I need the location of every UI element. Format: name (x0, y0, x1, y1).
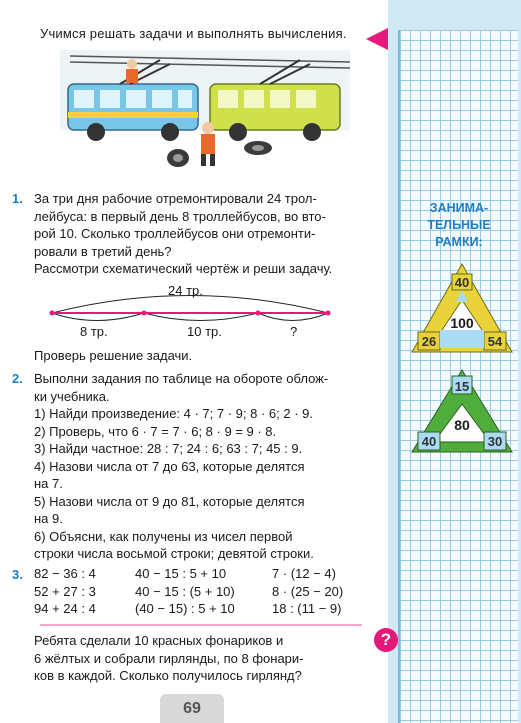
question-mark-icon: ? (374, 628, 398, 652)
expression: 52 + 27 : 3 (34, 583, 96, 599)
task-text-line: Рассмотри схематический чертёж и реши задачу. (34, 261, 333, 276)
trolleybus-illustration (60, 50, 350, 168)
expression: (40 − 15) : 5 + 10 (135, 601, 235, 616)
puzzle-text-line: ков в каждой. Сколько получилось гирлянд? (34, 668, 302, 683)
expression: 7 · (12 − 4) (272, 566, 336, 581)
expression: 18 : (11 − 9) (272, 601, 342, 616)
frame-right-value: 30 (487, 434, 503, 449)
frame-top-value: 40 (454, 275, 470, 290)
diagram-part-label: 10 тр. (187, 324, 222, 339)
task-text-line: Проверь решение задачи. (34, 348, 193, 363)
task-number: 3. (12, 567, 23, 582)
expression: 40 − 15 : (5 + 10) (135, 583, 235, 599)
task-text-line: на 9. (34, 511, 63, 526)
frames-title (404, 200, 514, 251)
task-text-line: 3) Найди частное: 28 : 7; 24 : 6; 63 : 7; 45 : 9. (34, 441, 303, 456)
expression: 40 − 15 : 5 + 10 (135, 566, 227, 581)
task-text-line: ровали в третий день? (34, 243, 172, 259)
task-number: 2. (12, 371, 23, 386)
task-text-line: рой 10. Сколько троллейбусов они отремонти- (34, 226, 316, 241)
expression: 82 − 36 : 4 (34, 566, 96, 581)
expression: 94 + 24 : 4 (34, 601, 96, 616)
task-text-line: лейбуса: в первый день 8 троллейбусов, во вто- (34, 208, 326, 224)
task-text-line: 6) Объясни, как получены из чисел первой (34, 528, 293, 544)
task-text-line: 2) Проверь, что 6 · 7 = 7 · 6; 8 · 9 = 9 · 8. (34, 423, 277, 439)
flag-icon (366, 28, 388, 50)
frames-title-line: РАМКИ: (435, 235, 483, 249)
task-text-line: на 7. (34, 476, 63, 491)
frame-left-value: 26 (421, 334, 437, 349)
diagram-total-label: 24 тр. (168, 283, 203, 298)
task-text-line: За три дня рабочие отремонтировали 24 трол- (34, 191, 317, 206)
task-text-line: ки учебника. (34, 388, 110, 404)
task-text-line: Выполни задания по таблице на обороте облож- (34, 371, 329, 386)
puzzle-text-line: Ребята сделали 10 красных фонариков и (34, 633, 284, 648)
diagram-part-label: 8 тр. (80, 324, 108, 339)
frames-title-line: ЗАНИМА- (429, 201, 489, 215)
task-text-line: 5) Назови числа от 9 до 81, которые делятся (34, 493, 305, 509)
diagram-unknown-label: ? (290, 324, 298, 339)
task-text-line: 1) Найди произведение: 4 · 7; 7 · 9; 8 · 6; 2 · 9. (34, 406, 313, 421)
divider (40, 624, 362, 626)
frame-center-value: 80 (454, 417, 470, 433)
frame-left-value: 40 (421, 434, 437, 449)
frame-top-value: 15 (454, 379, 470, 394)
frame-center-value: 100 (450, 315, 474, 331)
puzzle-text-line: 6 жёлтых и собрали гирлянды, по 8 фонари- (34, 650, 304, 666)
page-title: Учимся решать задачи и выполнять вычисления. (40, 26, 347, 41)
task-text-line: 4) Назови числа от 7 до 63, которые делятся (34, 458, 305, 474)
page-number: 69 (160, 694, 224, 723)
frame-right-value: 54 (487, 334, 503, 349)
expression: 8 · (25 − 20) (272, 583, 344, 599)
frames-title-line: ТЕЛЬНЫЕ (427, 218, 491, 232)
task-number: 1. (12, 191, 23, 206)
task-text-line: строки числа восьмой строки; девятой строки. (34, 546, 314, 561)
